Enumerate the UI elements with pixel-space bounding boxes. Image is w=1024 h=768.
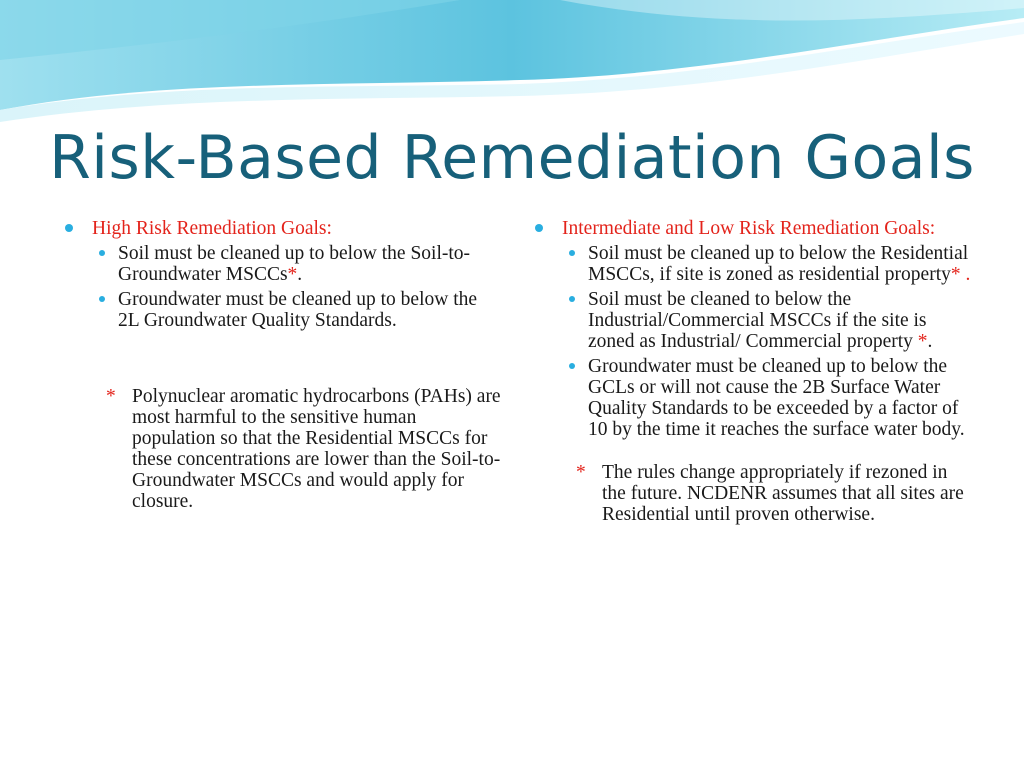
right-footnote bbox=[576, 462, 972, 525]
bullet-icon bbox=[535, 224, 543, 232]
wave-header-decoration bbox=[0, 0, 1024, 130]
right-item-1 bbox=[562, 243, 972, 285]
left-item-1-text: Soil must be cleaned up to below the Soil-to-Groundwater MSCCs bbox=[118, 243, 471, 285]
right-heading-item bbox=[532, 218, 972, 440]
left-heading: High Risk Remediation Goals: bbox=[92, 218, 332, 239]
right-heading: Intermediate and Low Risk Remediation Goals: bbox=[562, 218, 936, 239]
right-item-1-text: Soil must be cleaned up to below the Residential MSCCs, if site is zoned as residential property bbox=[588, 243, 969, 285]
bullet-icon bbox=[99, 250, 105, 256]
left-item-2 bbox=[92, 289, 502, 331]
left-item-1-star: * bbox=[287, 264, 298, 285]
right-item-2-star: * bbox=[917, 331, 928, 352]
left-footnote-star: * bbox=[106, 386, 116, 407]
left-item-1-tail: . bbox=[297, 264, 303, 285]
bullet-icon bbox=[569, 250, 575, 256]
bullet-icon bbox=[99, 296, 105, 302]
bullet-icon bbox=[569, 296, 575, 302]
right-item-1-star: * . bbox=[950, 264, 971, 285]
left-item-1 bbox=[92, 243, 502, 285]
bullet-icon bbox=[569, 363, 575, 369]
left-item-2-text: Groundwater must be cleaned up to below the 2L Groundwater Quality Standards. bbox=[118, 289, 478, 331]
right-item-3 bbox=[562, 356, 972, 440]
left-heading-item bbox=[62, 218, 502, 331]
right-item-2 bbox=[562, 289, 972, 352]
slide-title: Risk-Based Remediation Goals bbox=[49, 123, 975, 193]
right-item-2-tail: . bbox=[927, 331, 933, 352]
right-item-2-text: Soil must be cleaned to below the Industrial/Commercial MSCCs if the site is zoned as Industrial/ Commercial property bbox=[588, 289, 927, 352]
left-footnote-text: Polynuclear aromatic hydrocarbons (PAHs) are most harmful to the sensitive human population so that the Residential MSCCs for these concentrations are lower than the Soil-to-Groundwater MSCCs and would apply for closure. bbox=[132, 386, 501, 512]
left-column bbox=[62, 218, 502, 512]
bullet-icon bbox=[65, 224, 73, 232]
left-footnote bbox=[106, 386, 502, 512]
right-footnote-text: The rules change appropriately if rezoned in the future. NCDENR assumes that all sites are Residential until proven otherwise. bbox=[602, 462, 964, 525]
right-item-3-text: Groundwater must be cleaned up to below the GCLs or will not cause the 2B Surface Water Quality Standards to be exceeded by a factor of 10 by the time it reaches the surface water body. bbox=[588, 356, 965, 440]
right-column bbox=[532, 218, 972, 525]
right-footnote-star: * bbox=[576, 462, 586, 483]
